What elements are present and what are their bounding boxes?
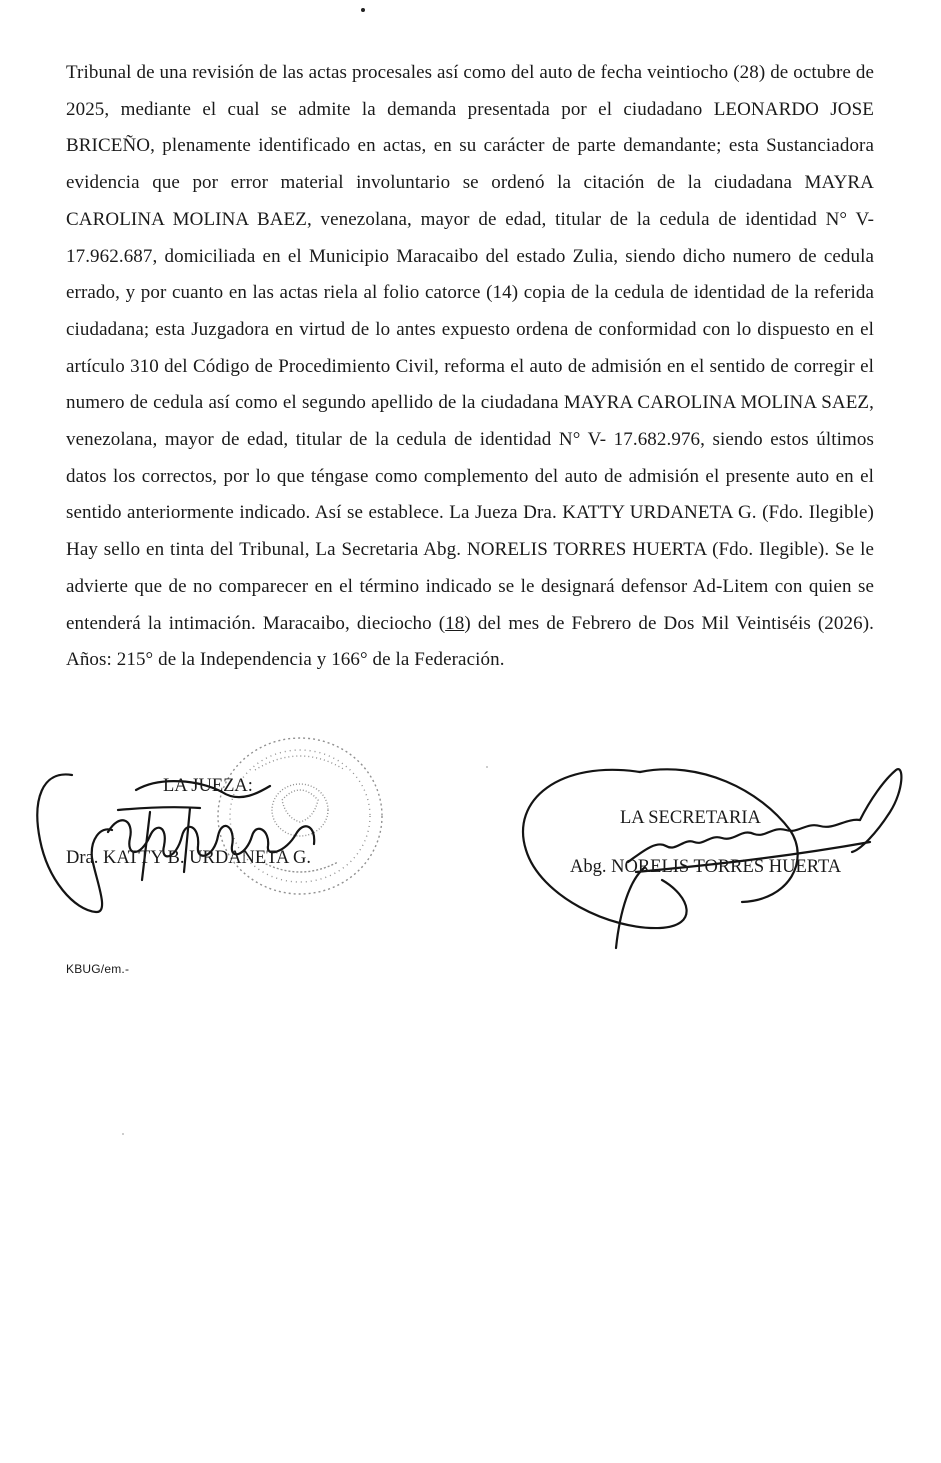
secretary-title-label: LA SECRETARIA [620, 808, 761, 828]
day-number-underlined: 18 [445, 612, 465, 634]
document-body-paragraph [66, 55, 874, 679]
speck-mark [486, 766, 488, 768]
speck-mark [361, 8, 365, 12]
paragraph-text-end: ) del mes de Febrero de Dos Mil Veintiséis (2026). Años: 215° de la Independencia y 166° de la Federación. [66, 612, 874, 671]
judge-title-label: LA JUEZA: [163, 776, 253, 796]
secretary-name-label: Abg. NORELIS TORRES HUERTA [570, 857, 842, 877]
typist-initials: KBUG/em.- [66, 962, 130, 976]
paragraph-text-start: Tribunal de una revisión de las actas procesales así como del auto de fecha veintiocho (28) de octubre de 2025, mediante el cual se admite la demanda presentada por el ciudadano LEONARDO JOSE BRICEÑO, plenamente identificado en actas, en su carácter de parte demandante; esta Sustanciadora evidencia que por error material involuntario se ordenó la citación de la ciudadana MAYRA CAROLINA MOLINA BAEZ, venezolana, mayor de edad, titular de la cedula de identidad N° V- 17.962.687, domiciliada en el Municipio Maracaibo del estado Zulia, siendo dicho numero de cedula errado, y por cuanto en las actas riela al folio catorce (14) copia de la cedula de identidad de la referida ciudadana; esta Juzgadora en virtud de lo antes expuesto ordena de conformidad con lo dispuesto en el artículo 310 del Código de Procedimiento Civil, reforma el auto de admisión en el sentido de corregir el numero de cedula así como el segundo apellido de la ciudadana MAYRA CAROLINA MOLINA SAEZ, venezolana, mayor de edad, titular de la cedula de identidad N° V- 17.682.976, siendo estos últimos datos los correctos, por lo que téngase como complemento del auto de admisión el presente auto en el sentido anteriormente indicado. Así se establece. La Jueza Dra. KATTY URDANETA G. (Fdo. Ilegible) Hay sello en tinta del Tribunal, La Secretaria Abg. NORELIS TORRES HUERTA (Fdo. Ilegible). Se le advierte que de no comparecer en el término indicado se le designará defensor Ad-Litem con quien se entenderá la intimación. Maracaibo, dieciocho ( [66, 62, 874, 634]
judge-name-label: Dra. KATTY B. URDANETA G. [66, 848, 311, 868]
speck-mark [122, 1133, 124, 1135]
